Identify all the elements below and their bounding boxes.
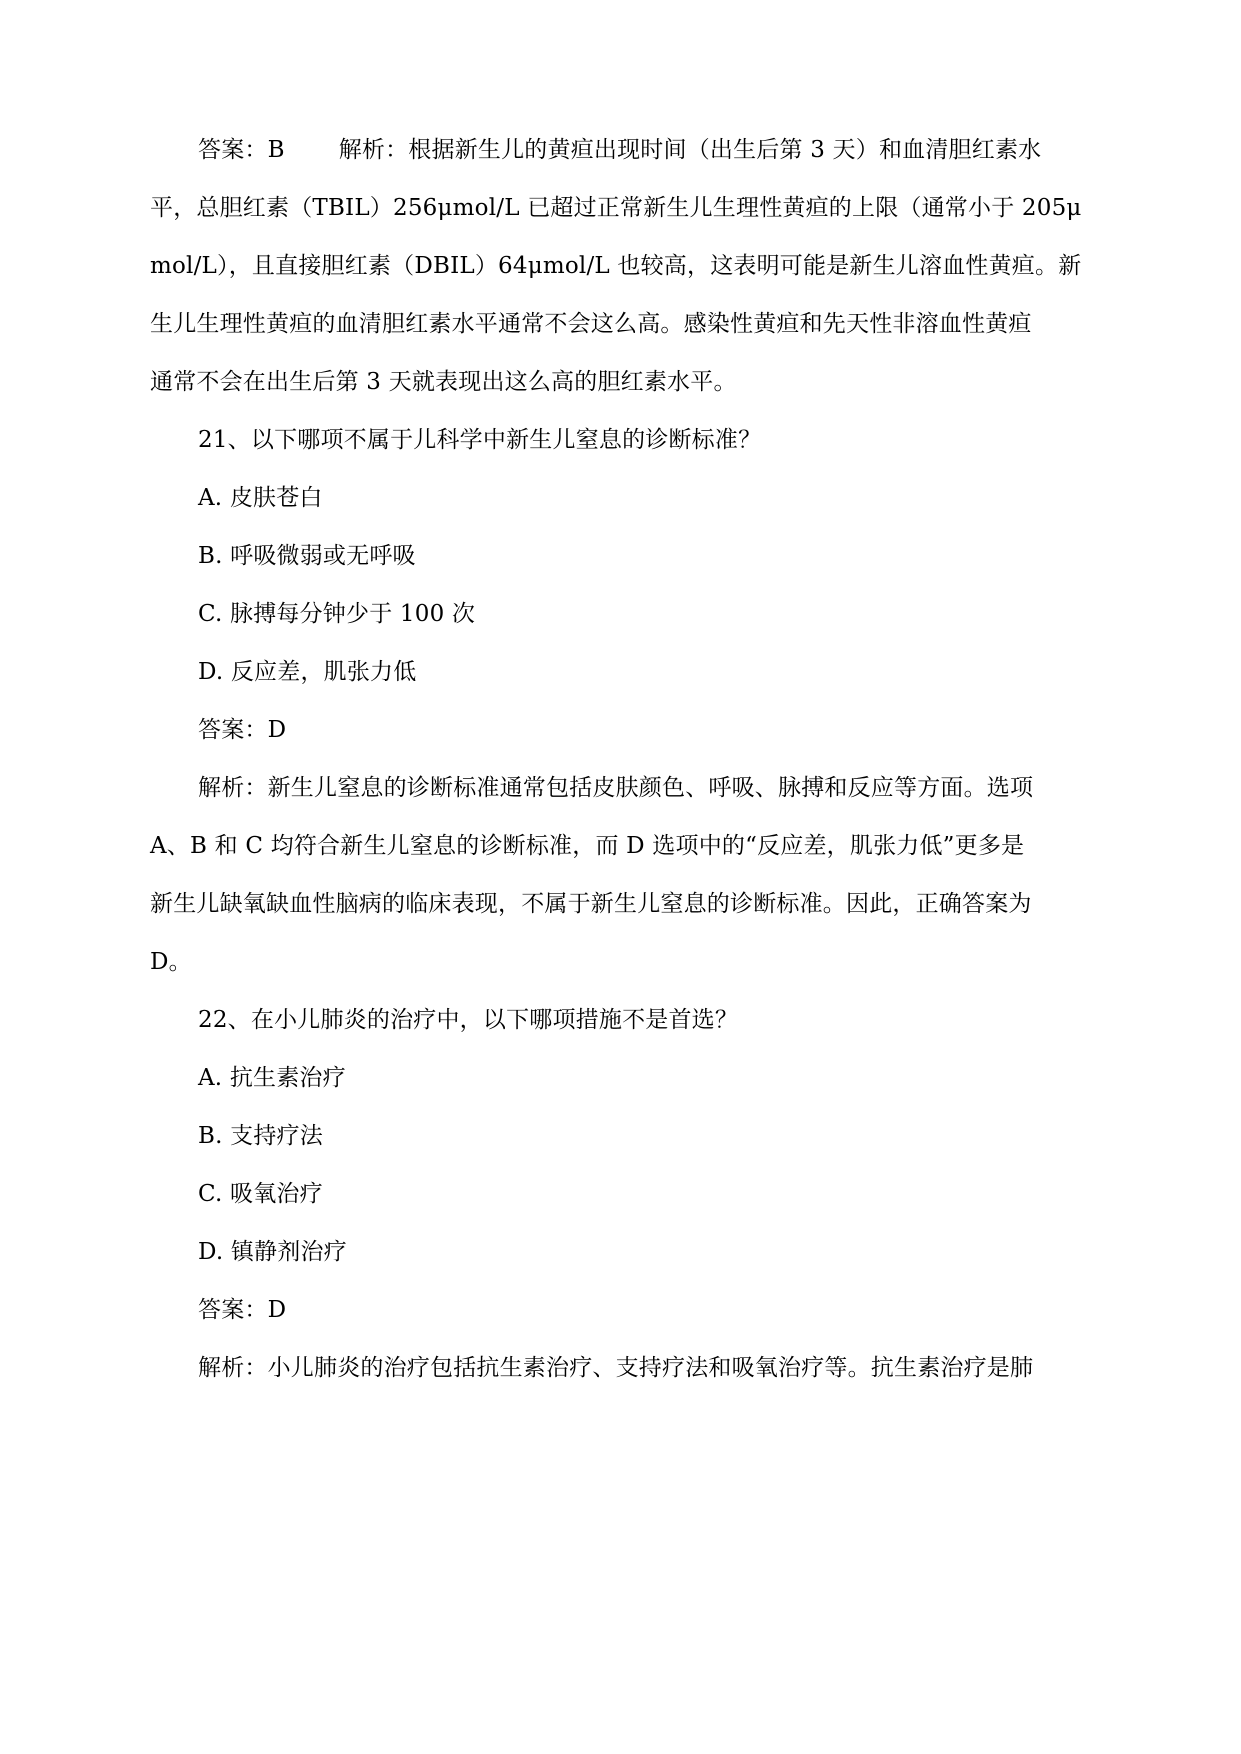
q21-analysis-line-1: 解析：新生儿窒息的诊断标准通常包括皮肤颜色、呼吸、脉搏和反应等方面。选项 xyxy=(198,775,1034,801)
q21-analysis-line-2: A、B 和 C 均符合新生儿窒息的诊断标准，而 D 选项中的“反应差，肌张力低”更多是 xyxy=(150,833,1025,859)
q22-option-c: C. 吸氧治疗 xyxy=(198,1181,323,1207)
q21-option-c: C. 脉搏每分钟少于 100 次 xyxy=(198,601,476,627)
q21-option-a: A. 皮肤苍白 xyxy=(198,485,323,511)
q20-analysis-line-3: mol/L），且直接胆红素（DBIL）64μmol/L 也较高，这表明可能是新生儿溶血性黄疸。新 xyxy=(150,253,1082,279)
q22-option-d: D. 镇静剂治疗 xyxy=(198,1239,347,1265)
q20-answer-label: 答案：B xyxy=(198,137,285,163)
q20-analysis-line-4: 生儿生理性黄疸的血清胆红素水平通常不会这么高。感染性黄疸和先天性非溶血性黄疸 xyxy=(150,311,1032,337)
q20-answer-line xyxy=(198,134,1138,166)
q22-option-b: B. 支持疗法 xyxy=(198,1123,323,1149)
q22-analysis-line-1: 解析：小儿肺炎的治疗包括抗生素治疗、支持疗法和吸氧治疗等。抗生素治疗是肺 xyxy=(198,1355,1034,1381)
q21-option-d: D. 反应差，肌张力低 xyxy=(198,659,417,685)
q21-analysis-line-3: 新生儿缺氧缺血性脑病的临床表现，不属于新生儿窒息的诊断标准。因此，正确答案为 xyxy=(150,891,1032,917)
q22-answer: 答案：D xyxy=(198,1297,287,1323)
q20-analysis-line-1: 解析：根据新生儿的黄疸出现时间（出生后第 3 天）和血清胆红素水 xyxy=(338,137,1042,163)
q21-option-b: B. 呼吸微弱或无呼吸 xyxy=(198,543,416,569)
q22-question: 22、在小儿肺炎的治疗中，以下哪项措施不是首选？ xyxy=(198,1007,739,1033)
q20-analysis-line-2: 平，总胆红素（TBIL）256μmol/L 已超过正常新生儿生理性黄疸的上限（通常小于 205μ xyxy=(150,195,1082,221)
q21-analysis-line-4: D。 xyxy=(150,949,192,975)
q22-option-a: A. 抗生素治疗 xyxy=(198,1065,346,1091)
q21-question: 21、以下哪项不属于儿科学中新生儿窒息的诊断标准？ xyxy=(198,427,762,453)
q20-analysis-line-5: 通常不会在出生后第 3 天就表现出这么高的胆红素水平。 xyxy=(150,369,737,395)
q21-answer: 答案：D xyxy=(198,717,287,743)
